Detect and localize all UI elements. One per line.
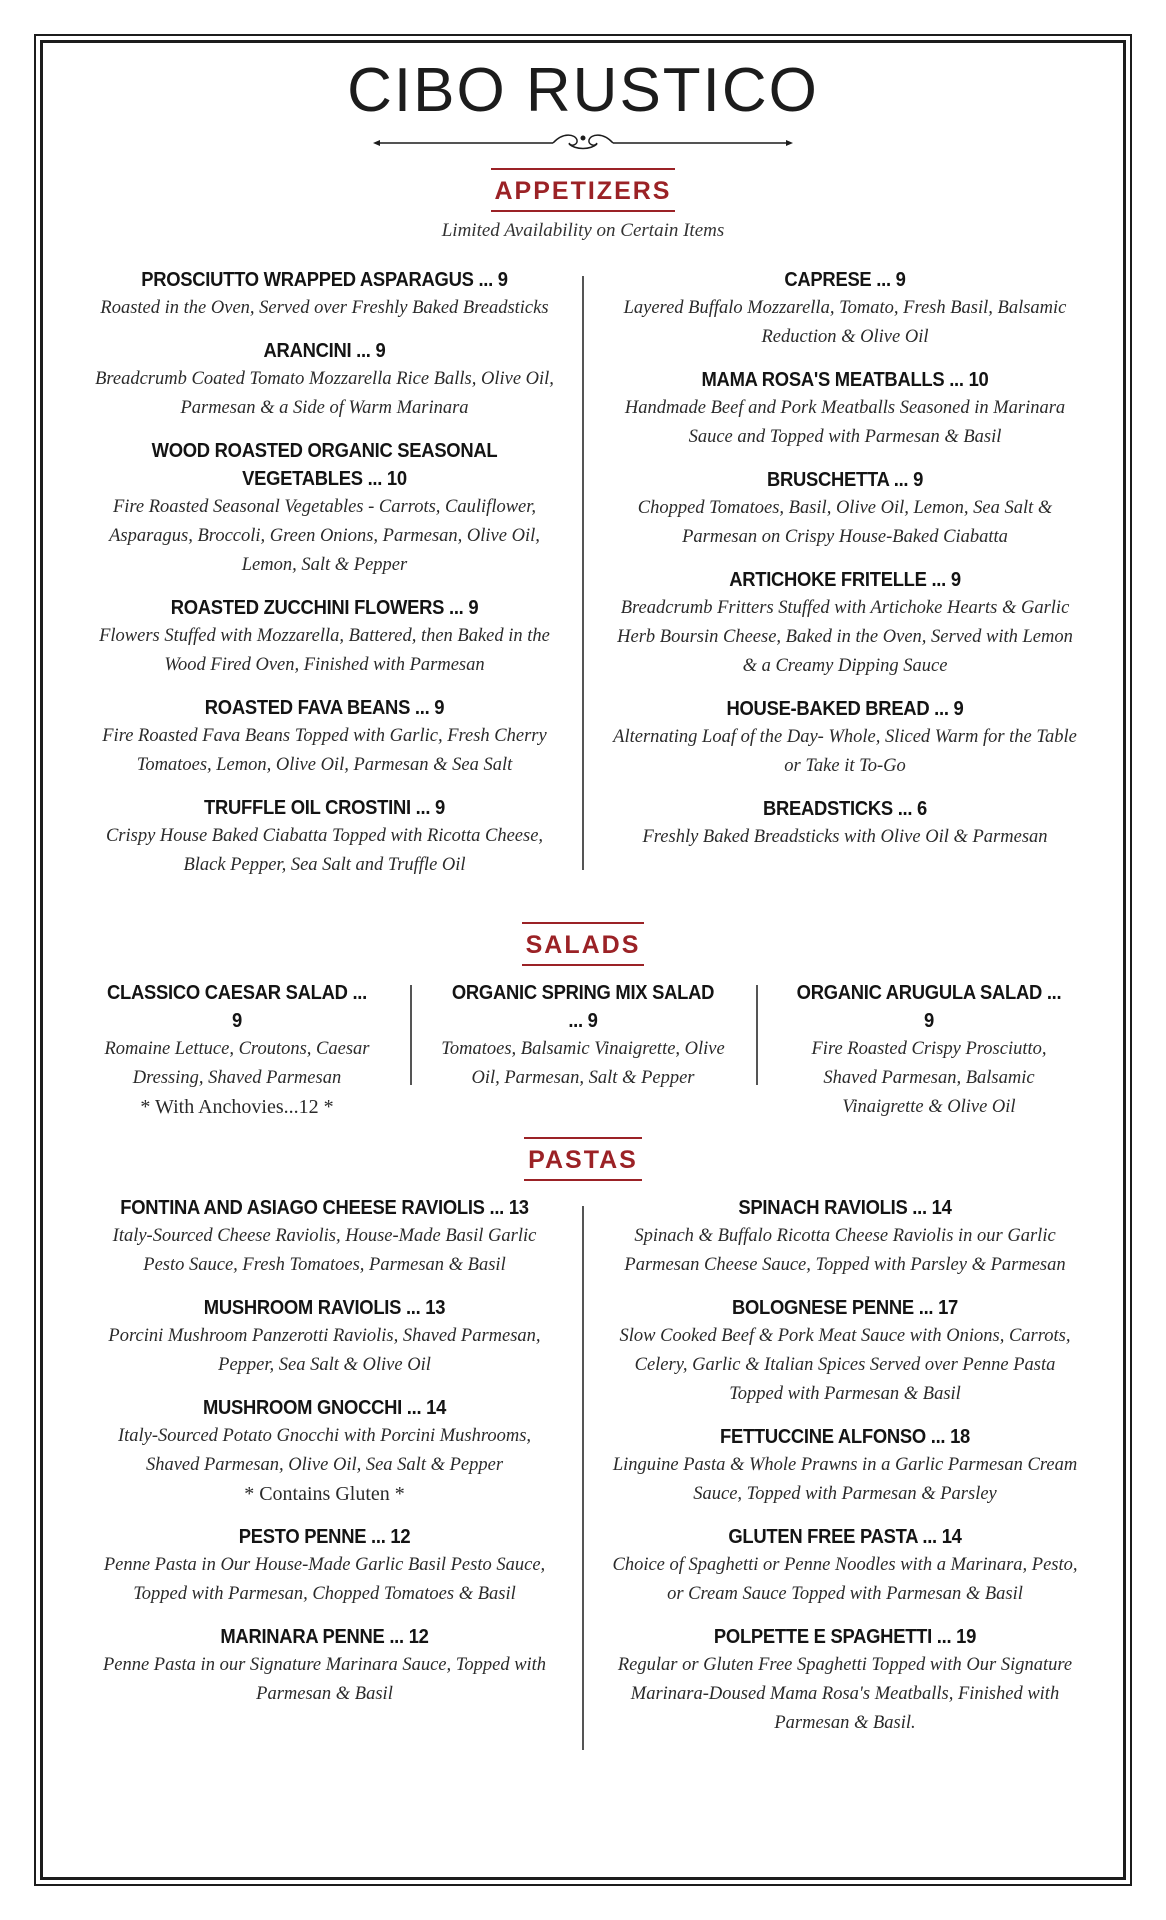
menu-item-description: Fire Roasted Seasonal Vegetables - Carrots, Cauliflower, Asparagus, Broccoli, Green Onions, Parmesan, Olive Oil, Lemon, Salt & Pepper	[109, 497, 540, 575]
menu-item-name: MUSHROOM RAVIOLIS ... 13	[203, 1297, 446, 1319]
menu-item-description: Slow Cooked Beef & Pork Meat Sauce with Onions, Carrots, Celery, Garlic & Italian Spices Served over Penne Pasta Topped with Parmesan & Basil	[619, 1326, 1071, 1404]
menu-item	[438, 979, 728, 1093]
menu-item-name: ARANCINI ... 9	[263, 340, 386, 362]
restaurant-title: CIBO RUSTICO	[347, 56, 819, 125]
salad-column-1	[92, 979, 382, 1122]
appetizers-heading	[0, 168, 1166, 212]
menu-item-name: FONTINA AND ASIAGO CHEESE RAVIOLIS ... 13	[120, 1197, 529, 1219]
salads-heading-label: SALADS	[522, 922, 645, 966]
menu-item	[92, 337, 557, 423]
menu-item	[92, 594, 557, 680]
menu-item-note: * With Anchovies...12 *	[140, 1096, 334, 1118]
menu-item	[92, 1523, 557, 1609]
menu-item-name: CLASSICO CAESAR SALAD ... 9	[107, 982, 367, 1032]
salads-divider-1	[410, 985, 412, 1085]
title-ornament	[373, 128, 793, 154]
menu-item	[612, 566, 1078, 681]
menu-item	[612, 466, 1078, 552]
menu-item-description: Romaine Lettuce, Croutons, Caesar Dressing, Shaved Parmesan	[104, 1039, 370, 1088]
availability-note: Limited Availability on Certain Items	[441, 220, 725, 241]
menu-item	[612, 366, 1078, 452]
menu-item	[612, 266, 1078, 352]
menu-item-description: Porcini Mushroom Panzerotti Raviolis, Shaved Parmesan, Pepper, Sea Salt & Olive Oil	[108, 1326, 541, 1375]
menu-item-name: GLUTEN FREE PASTA ... 14	[728, 1526, 962, 1548]
menu-item-description: Breadcrumb Fritters Stuffed with Artichoke Hearts & Garlic Herb Boursin Cheese, Baked in the Oven, Served with Lemon & a Creamy Dipping Sauce	[617, 598, 1073, 676]
menu-item-name: MARINARA PENNE ... 12	[220, 1626, 429, 1648]
menu-item	[784, 979, 1074, 1122]
menu-item	[92, 1194, 557, 1280]
menu-item	[612, 1623, 1078, 1738]
menu-item-description: Chopped Tomatoes, Basil, Olive Oil, Lemon, Sea Salt & Parmesan on Crispy House-Baked Ciabatta	[637, 498, 1053, 547]
menu-item	[612, 1423, 1078, 1509]
menu-item-name: HOUSE-BAKED BREAD ... 9	[726, 698, 964, 720]
menu-item-name: CAPRESE ... 9	[784, 269, 906, 291]
appetizers-right-column	[612, 266, 1078, 852]
pastas-heading-label: PASTAS	[524, 1137, 642, 1181]
menu-item	[612, 695, 1078, 781]
menu-item	[92, 694, 557, 780]
menu-item	[92, 1394, 557, 1509]
menu-item	[92, 1294, 557, 1380]
menu-item-description: Flowers Stuffed with Mozzarella, Battered, then Baked in the Wood Fired Oven, Finished with Parmesan	[99, 626, 550, 675]
menu-item-description: Freshly Baked Breadsticks with Olive Oil & Parmesan	[642, 827, 1048, 847]
menu-item-description: Layered Buffalo Mozzarella, Tomato, Fresh Basil, Balsamic Reduction & Olive Oil	[623, 298, 1067, 347]
menu-item	[612, 1194, 1078, 1280]
menu-item-name: ARTICHOKE FRITELLE ... 9	[729, 569, 961, 591]
menu-item-name: MAMA ROSA'S MEATBALLS ... 10	[701, 369, 989, 391]
menu-item-name: PROSCIUTTO WRAPPED ASPARAGUS ... 9	[141, 269, 508, 291]
menu-item-description: Handmade Beef and Pork Meatballs Seasoned in Marinara Sauce and Topped with Parmesan & Basil	[624, 398, 1066, 447]
salads-heading	[0, 922, 1166, 966]
menu-item	[92, 1623, 557, 1709]
menu-item-description: Breadcrumb Coated Tomato Mozzarella Rice Balls, Olive Oil, Parmesan & a Side of Warm Marinara	[95, 369, 554, 418]
menu-item-description: Fire Roasted Crispy Prosciutto, Shaved Parmesan, Balsamic Vinaigrette & Olive Oil	[811, 1039, 1047, 1117]
appetizers-left-column	[92, 266, 557, 880]
menu-item-description: Fire Roasted Fava Beans Topped with Garlic, Fresh Cherry Tomatoes, Lemon, Olive Oil, Parmesan & Sea Salt	[102, 726, 547, 775]
salad-column-2	[438, 979, 728, 1093]
menu-item-name: ORGANIC SPRING MIX SALAD ... 9	[451, 982, 715, 1032]
menu-item-name: POLPETTE E SPAGHETTI ... 19	[713, 1626, 977, 1648]
menu-item-name: ORGANIC ARUGULA SALAD ... 9	[796, 982, 1062, 1032]
menu-item-description: Penne Pasta in our Signature Marinara Sauce, Topped with Parmesan & Basil	[102, 1655, 547, 1704]
menu-item-name: BREADSTICKS ... 6	[762, 798, 927, 820]
menu-item-name: MUSHROOM GNOCCHI ... 14	[202, 1397, 447, 1419]
salad-column-3	[784, 979, 1074, 1122]
menu-item-name: BRUSCHETTA ... 9	[766, 469, 924, 491]
menu-item-description: Roasted in the Oven, Served over Freshly Baked Breadsticks	[100, 298, 549, 318]
menu-item-description: Regular or Gluten Free Spaghetti Topped with Our Signature Marinara-Doused Mama Rosa's Meatballs, Finished with Parmesan & Basil.	[617, 1655, 1073, 1733]
menu-item-name: ROASTED ZUCCHINI FLOWERS ... 9	[170, 597, 479, 619]
menu-item-name: BOLOGNESE PENNE ... 17	[731, 1297, 959, 1319]
menu-item-name: ROASTED FAVA BEANS ... 9	[204, 697, 445, 719]
menu-item-description: Italy-Sourced Cheese Raviolis, House-Made Basil Garlic Pesto Sauce, Fresh Tomatoes, Parmesan & Basil	[112, 1226, 537, 1275]
menu-item	[92, 979, 382, 1122]
appetizers-divider	[582, 276, 584, 870]
menu-item-name: SPINACH RAVIOLIS ... 14	[738, 1197, 952, 1219]
pastas-left-column	[92, 1194, 557, 1709]
menu-item	[612, 1523, 1078, 1609]
menu-item-description: Crispy House Baked Ciabatta Topped with Ricotta Cheese, Black Pepper, Sea Salt and Truffle Oil	[105, 826, 544, 875]
menu-item-description: Italy-Sourced Potato Gnocchi with Porcini Mushrooms, Shaved Parmesan, Olive Oil, Sea Salt & Pepper	[117, 1426, 532, 1475]
menu-item	[612, 1294, 1078, 1409]
appetizers-heading-label: APPETIZERS	[491, 168, 676, 212]
menu-item-name: TRUFFLE OIL CROSTINI ... 9	[204, 797, 445, 819]
menu-item-name: PESTO PENNE ... 12	[238, 1526, 411, 1548]
menu-item-name: WOOD ROASTED ORGANIC SEASONAL VEGETABLES ... 10	[151, 440, 498, 490]
menu-item	[612, 795, 1078, 852]
menu-item-description: Spinach & Buffalo Ricotta Cheese Raviolis in our Garlic Parmesan Cheese Sauce, Topped with Parsley & Parmesan	[624, 1226, 1066, 1275]
pastas-heading	[0, 1137, 1166, 1181]
menu-item	[92, 266, 557, 323]
menu-item-description: Linguine Pasta & Whole Prawns in a Garlic Parmesan Cream Sauce, Topped with Parmesan & Parsley	[612, 1455, 1078, 1504]
menu-item	[92, 437, 557, 580]
menu-item-name: FETTUCCINE ALFONSO ... 18	[719, 1426, 971, 1448]
pastas-right-column	[612, 1194, 1078, 1738]
menu-item	[92, 794, 557, 880]
menu-item-note: * Contains Gluten *	[244, 1483, 405, 1505]
menu-item-description: Penne Pasta in Our House-Made Garlic Basil Pesto Sauce, Topped with Parmesan, Chopped Tomatoes & Basil	[103, 1555, 546, 1604]
pastas-divider	[582, 1206, 584, 1750]
menu-item-description: Tomatoes, Balsamic Vinaigrette, Olive Oil, Parmesan, Salt & Pepper	[441, 1039, 725, 1088]
salads-divider-2	[756, 985, 758, 1085]
menu-item-description: Choice of Spaghetti or Penne Noodles with a Marinara, Pesto, or Cream Sauce Topped with Parmesan & Basil	[612, 1555, 1078, 1604]
menu-item-description: Alternating Loaf of the Day- Whole, Sliced Warm for the Table or Take it To-Go	[613, 727, 1077, 776]
